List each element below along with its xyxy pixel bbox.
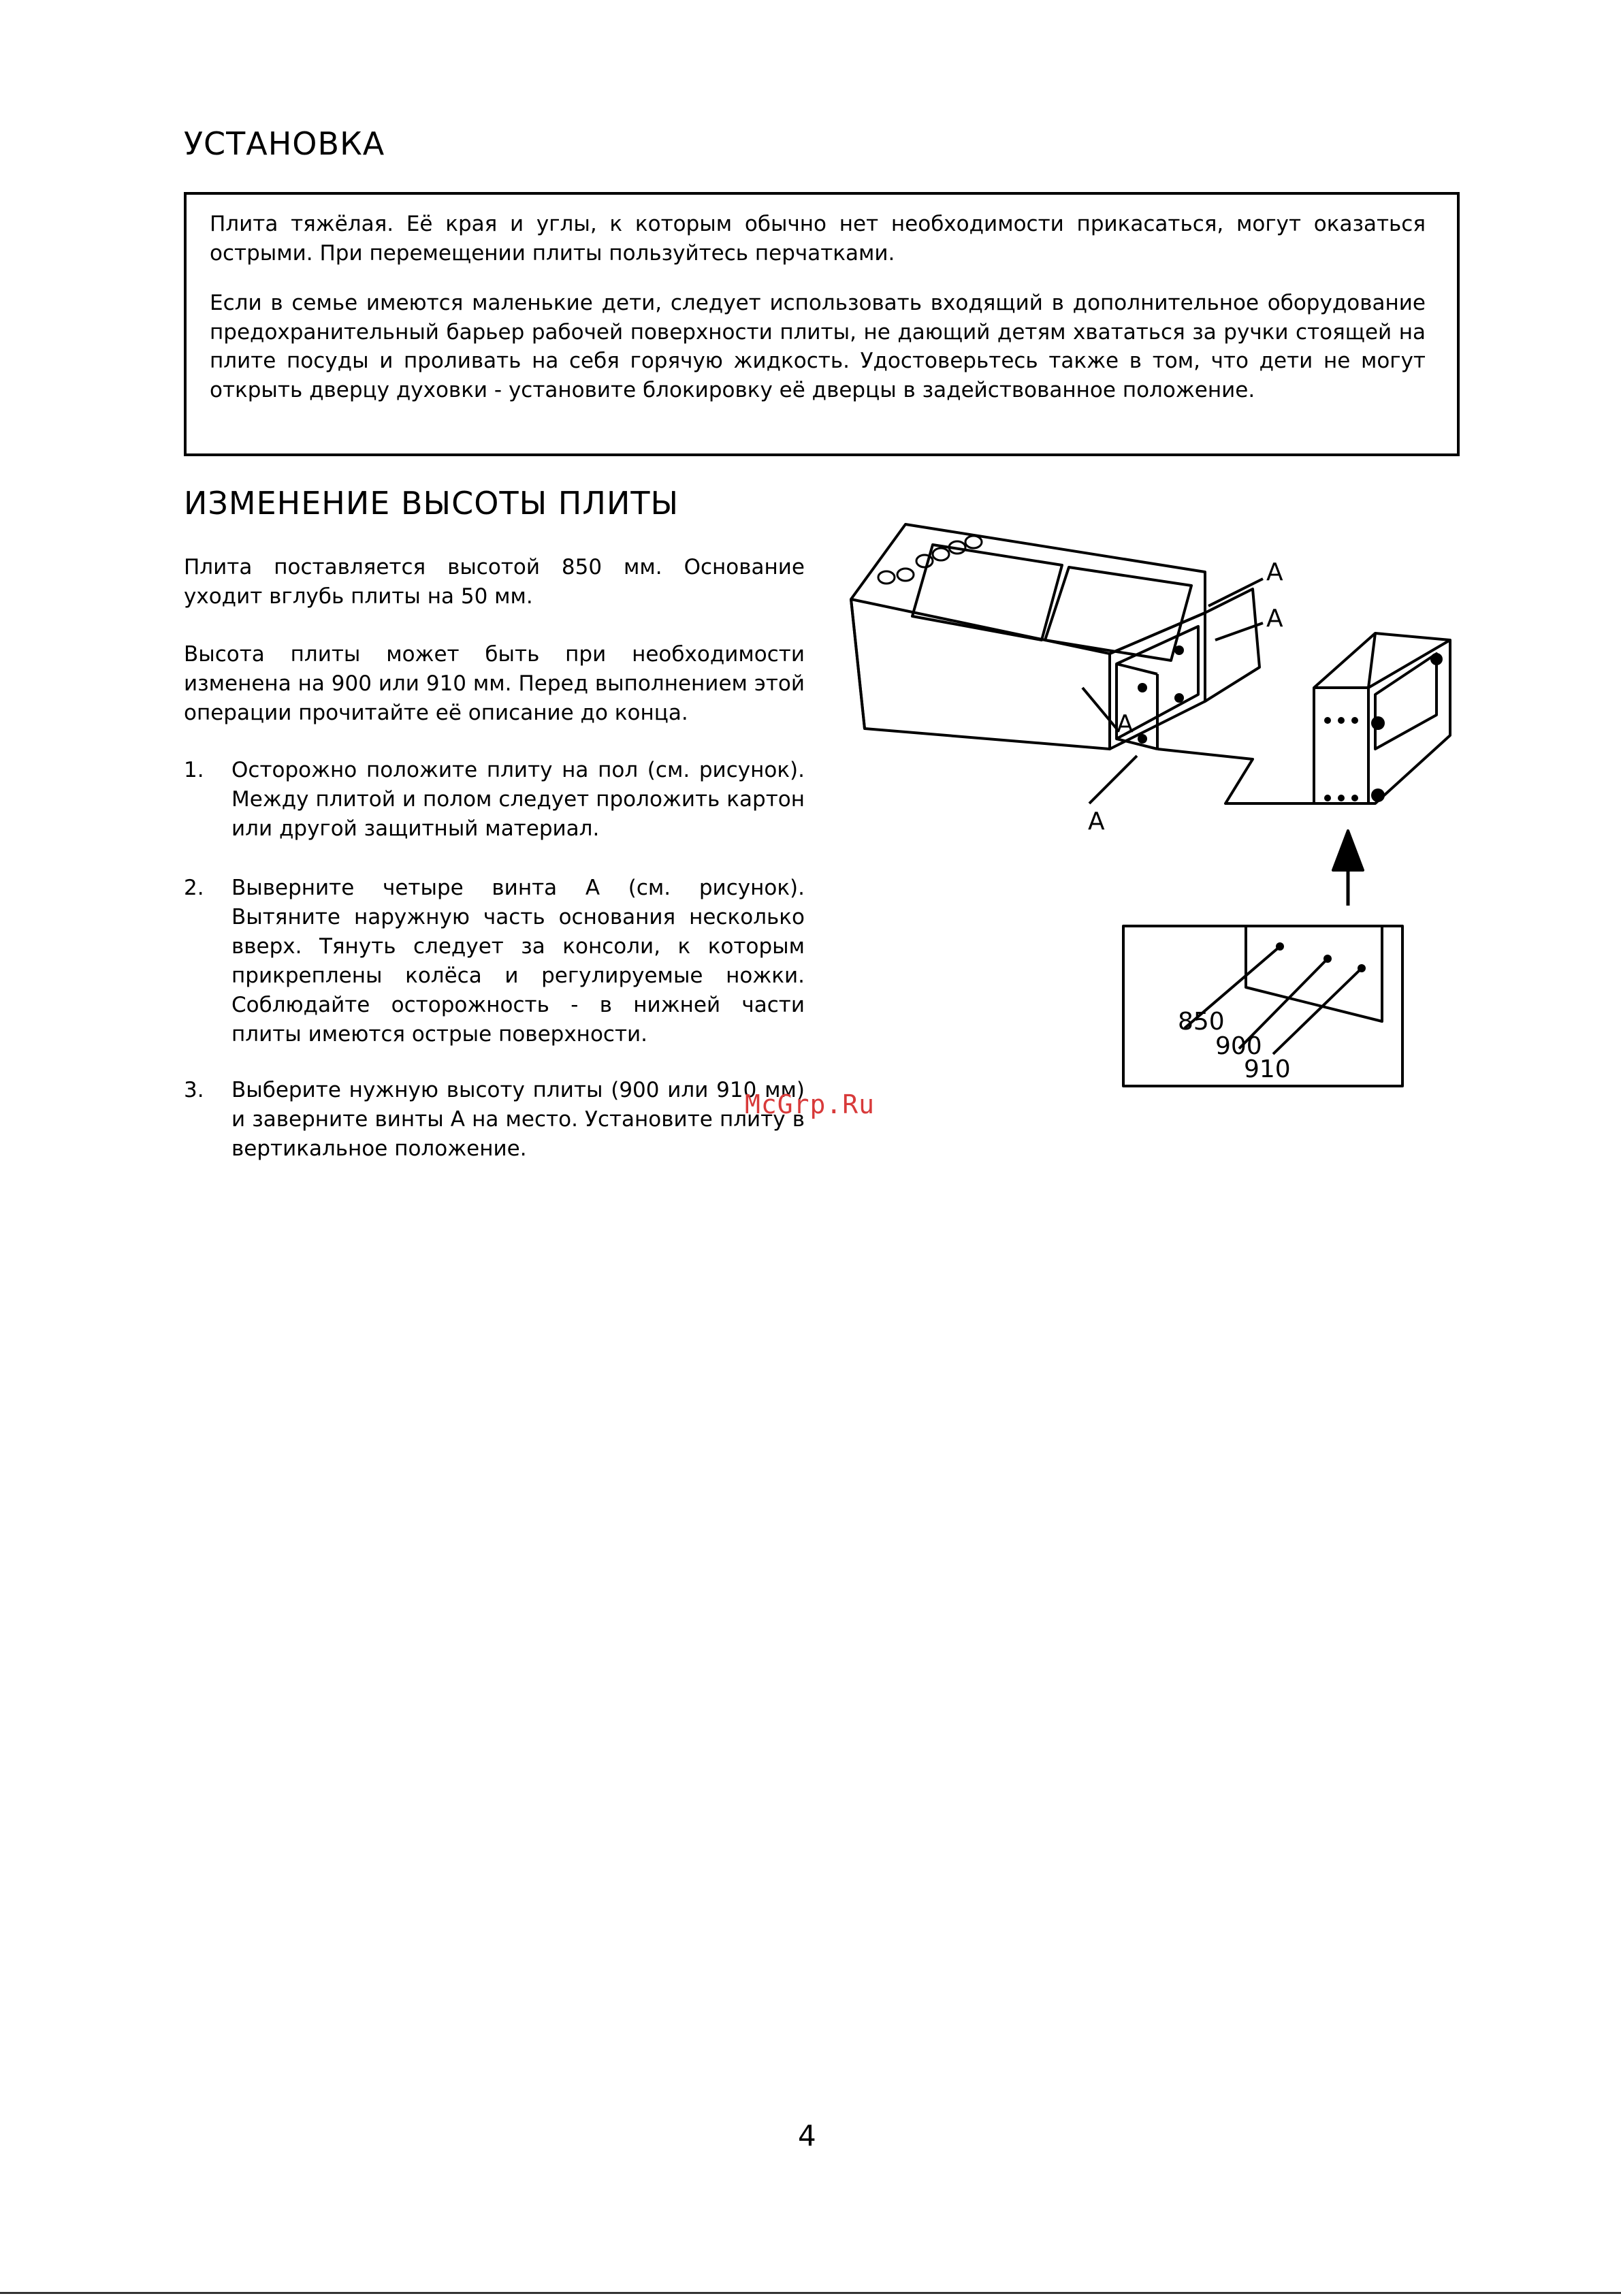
watermark: McGrp.Ru [745,1089,876,1119]
step-number: 3. [184,1078,204,1102]
section-title-installation: УСТАНОВКА [184,125,385,162]
step-text: Выберите нужную высоту плиты (900 или 910 мм) и заверните винты А на место. Установите плиту в вертикальное положение. [231,1078,805,1161]
warning-box [184,192,1460,456]
step-text: Осторожно положите плиту на пол (см. рисунок). Между плитой и полом следует проложить картон или другой защитный материал. [231,758,805,841]
step-number: 2. [184,876,204,900]
label-A-3: A [1117,710,1134,738]
label-A-2: A [1266,605,1283,633]
bottom-divider [0,2292,1621,2294]
label-A-1: A [1266,558,1283,586]
step-text: Выверните четыре винта А (см. рисунок). Вытяните наружную часть основания несколько вверх. Тянуть следует за консоли, к которым прикреплены колёса и регулируемые ножки. Соблюдайте осторожность - в нижней части плиты имеются острые поверхности. [231,876,805,1047]
height-label-900: 900 [1215,1032,1262,1060]
step-item-3 [184,1076,805,1164]
height-label-910: 910 [1244,1055,1291,1083]
intro-paragraph-1: Плита поставляется высотой 850 мм. Основание уходит вглубь плиты на 50 мм. [184,555,805,609]
step-item-1 [184,756,805,844]
page-number: 4 [798,2119,816,2152]
warning-paragraph-1: Плита тяжёлая. Её края и углы, к которым обычно нет необходимости прикасаться, могут оказаться острыми. При перемещении плиты пользуйтесь перчатками. [210,212,1426,266]
section-title-height-change: ИЗМЕНЕНИЕ ВЫСОТЫ ПЛИТЫ [184,485,679,522]
step-item-2 [184,874,805,1047]
label-A-4: A [1088,808,1105,835]
intro-paragraph-2: Высота плиты может быть при необходимости изменена на 900 или 910 мм. Перед выполнением этой операции прочитайте её описание до конца. [184,642,805,725]
stove-height-illustration [837,504,1464,1117]
warning-paragraph-2: Если в семье имеются маленькие дети, следует использовать входящий в дополнительное оборудование предохранительный барьер рабочей поверхности плиты, не дающий детям хвататься за ручки стоящей на плите посуды и проливать на себя горячую жидкость. Удостоверьтесь также в том, что дети не могут открыть дверцу духовки - установите блокировку её дверцы в задействованное положение. [210,291,1426,402]
step-number: 1. [184,758,204,782]
height-label-850: 850 [1178,1008,1225,1036]
